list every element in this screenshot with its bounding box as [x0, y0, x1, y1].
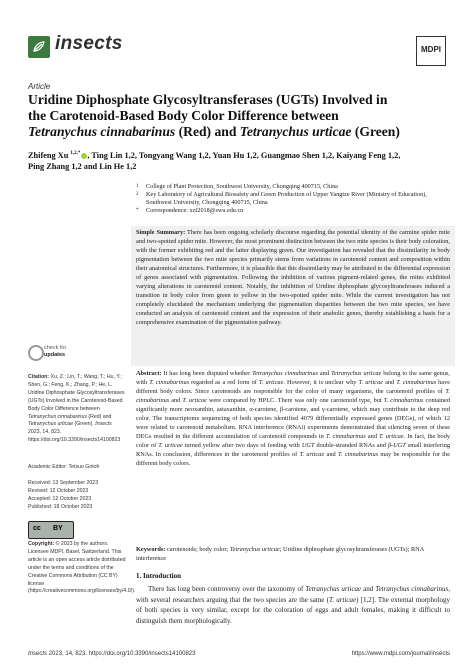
section-heading: 1. Introduction: [136, 572, 181, 580]
title-line-2: the Carotenoid-Based Body Color Difference between: [28, 108, 339, 124]
affiliation-item: 1 College of Plant Protection, Southwest University, Chongqing 400715, China: [136, 183, 338, 190]
author-list: Zhifeng Xu $^{1,2,*}$ , Ting Lin 1,2, Tongyang Wang 1,2, Yuan Hu 1,2, Guangmao Shen 1,2, Kaiyang Feng 1,2, Ping Zhang 1,2 and Lin He 1,2: [28, 150, 401, 171]
article-title: [28, 92, 448, 141]
affiliation-item: 2 Key Laboratory of Agricultural Biosafety and Green Production of Upper Yangtze River (Ministry of Education), Southwest University, Chongqing 400715, China: [136, 191, 427, 206]
footer-citation[interactable]: Insects 2023, 14, 823. https://doi.org/10.3390/insects14100823: [28, 651, 196, 657]
introduction-text: There has long been controversy over the taxonomy of Tetranychus urticae and Tetranychus cinnabarinus, with several researchers arguing that the two species are the same (T. urticae) [1,2]. The external morphology of both species is very similar, except for the coloration of eggs and adult females, making it difficult to distinguish them morphologically.: [136, 585, 450, 625]
academic-editor: Academic Editor: Tetsuo Gotoh: [28, 464, 100, 470]
cc-by-license-icon[interactable]: cc BY: [28, 521, 74, 539]
journal-name[interactable]: insects: [55, 33, 123, 54]
revised-date: Revised: 12 October 2023: [28, 488, 89, 495]
affiliations: [136, 183, 436, 215]
title-line-1: Uridine Diphosphate Glycosyltransferases (UGTs) Involved in: [28, 92, 388, 107]
simple-summary-text: Simple Summary: There has been ongoing scholarly discourse regarding the potential identity of the carmine spider mite and two-spotted spider mite. However, the most prominent distinction between the two mite species is their body coloration, with the former exhibiting red and the latter displaying green. Our investigation has revealed that the dissimilarity in body pigmentation between the two mite species primarily stems from variations in carotenoid content and composition within their anatomical structures. Furthermore, it is plausible that this dissimilarity may be attributed to the differential expression of genes associated with pigmentation. Following the inhibition of various pigment-related genes, the mites exhibited varying alterations in carotenoid content. Notably, the inhibition of Uridine diphosphate glycosyltransferases induced a transition in body color from green to yellow in the two-spotted spider mite. While the current investigation has not completely elucidated the mechanism underlying the pigmentation disparities between the two mite species, we have conducted an analysis of carotenoid content and the expression of their anabolic genes, thereby establishing a basis for a comprehensive examination of the pigmentation pathway.: [136, 229, 450, 326]
affiliation-item: * Correspondence: xzf2018@swu.edu.cn: [136, 207, 244, 214]
copyright-notice: Copyright: © 2023 by the authors. Licensee MDPI, Basel, Switzerland. This article is an open access article distributed under the terms and conditions of the Creative Commons Attribution (CC BY) license (https://creativecommons.org/licenses/by/4.0/).: [28, 541, 136, 595]
abstract: Abstract: It has long been disputed whether Tetranychus cinnabarinus and Tetranychus urticae belong to the same genus, with T. cinnabarinus regarded as a red form of T. urticae. However, it is unclear why T. urticae and T. cinnabarinus have different body colors. Since carotenoids are responsible for the color of many organisms, the carotenoid profiles of T. cinnabarinus and T. urticae were compared by HPLC. There was only one carotenoid type, but T. cinnabarinus contained significantly more neoxanthin, astaxanthin, α-carotene, β-carotene, and γ-carotene, which may contribute to the deep red color. The transcriptome sequencing of both species identified 4079 differentially expressed genes (DEGs), of which 12 were related to carotenoid metabolism. RNA interference (RNAi) experiments demonstrated that silencing seven of these DEGs resulted in the different accumulation of carotenoid compounds in T. cinnabarinus and T. urticae. In fact, the body color of T. urticae turned yellow after two days of feeding with UGT double-stranded RNAs and β-UGT small interfering RNAs. In conclusion, differences in the carotenoid profiles of T. urticae and T. cinnabarinus may be responsible for the different body colors.: [136, 370, 451, 467]
citation: Citation: Xu, Z.; Lin, T.; Wang, T.; Hu, Y.; Shen, G.; Feng, K.; Zhang, P.; He, L. Uridine Diphosphate Glycosyltransferases (UGTs) Involved in the Carotenoid-Based Body Color Difference between Tetranychus cinnabarinus (Red) and Tetranychus urticae (Green). Insects 2023, 14, 823. https://doi.org/10.3390/insects14100823: [28, 374, 125, 444]
check-for-updates-link[interactable]: check for updates: [44, 345, 67, 358]
article-type: Article: [28, 82, 51, 91]
footer-journal-link[interactable]: https://www.mdpi.com/journal/insects: [351, 651, 450, 657]
publication-dates: [28, 479, 126, 511]
check-for-updates-icon[interactable]: [28, 345, 44, 361]
published-date: Published: 18 October 2023: [28, 504, 93, 511]
received-date: Received: 13 September 2023: [28, 480, 99, 486]
accepted-date: Accepted: 12 October 2023: [28, 496, 92, 503]
title-line-3: Tetranychus cinnabarinus (Red) and Tetranychus urticae (Green): [28, 124, 400, 140]
journal-logo-icon: [28, 36, 50, 58]
keywords: Keywords: carotenoids; body color; Tetranychus urticae; Uridine diphosphate glycosyltransferases (UGTs); RNA interference: [136, 546, 424, 562]
mdpi-logo-text: MDPI: [421, 45, 441, 54]
